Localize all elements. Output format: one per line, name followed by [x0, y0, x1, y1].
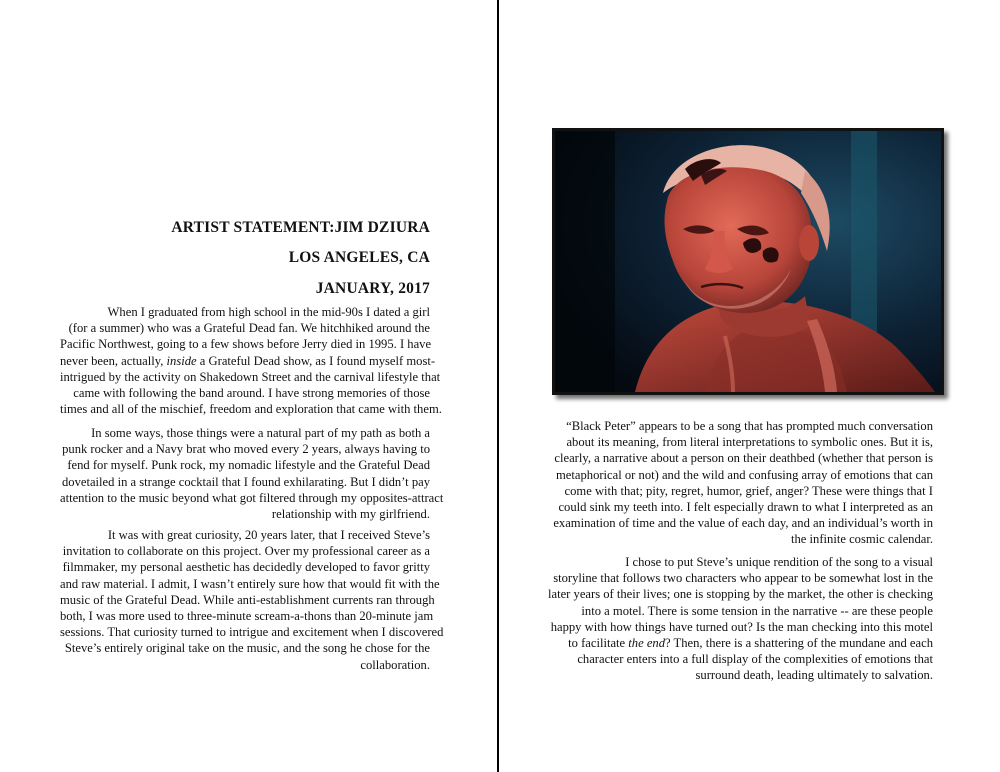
text-line: invitation to collaborate on this project. Over my professional career as a [62, 544, 430, 559]
italic-phrase: the end [628, 636, 666, 651]
text-line: clearly, a narrative about a person on their deathbed (whether that person is [554, 451, 933, 466]
text-line: come with that; pity, regret, humor, grief, anger? These were things that I [564, 483, 933, 498]
text-line: both, I was more used to three-minute scream-a-thons than 20-minute jam [60, 609, 434, 624]
text-line: surround death, leading ultimately to salvation. [695, 668, 933, 683]
text-line: and raw material. I admit, I wasn’t entirely sure how that would fit with the [60, 576, 440, 591]
text-line: dovetailed in a strange cocktail that I found exhilarating. But I didn’t pay [61, 474, 430, 489]
paragraph-3 [60, 527, 444, 673]
text-line: could sink my teeth into. I felt especially drawn to what I interpreted as an [558, 500, 933, 515]
right-paragraph-1 [548, 418, 933, 548]
text-line: into a motel. There is some tension in the narrative -- are these people [581, 603, 933, 618]
text-line: examination of time and the value of each day, and an individual’s worth in [553, 516, 933, 531]
text-line: storyline that follows two characters who appear to be somewhat lost in the [553, 571, 933, 586]
text-line: fend for myself. Punk rock, my nomadic lifestyle and the Grateful Dead [67, 458, 430, 473]
text-line: It was with great curiosity, 20 years later, that I received Steve’s [107, 528, 430, 542]
text-line: attention to the music beyond what got filtered through my opposites-attract [60, 490, 444, 505]
text-line: collaboration. [360, 657, 430, 672]
text-line: I chose to put Steve’s unique rendition of the song to a visual [625, 555, 933, 569]
text-line: punk rocker and a Navy brat who moved every 2 years, always having to [62, 442, 430, 457]
text-line: happy with how things have turned out? Is the man checking into this motel [550, 619, 933, 634]
text-line: sessions. That curiosity turned to intrigue and excitement when I discovered [60, 625, 444, 640]
text-segment: to facilitate [568, 636, 626, 651]
portrait-illustration [555, 131, 941, 392]
text-line: intrigued by the activity on Shakedown Street and the carnival lifestyle that [60, 369, 441, 384]
statement-location: LOS ANGELES, CA [288, 249, 430, 266]
text-line: In some ways, those things were a natural part of my path as both a [91, 426, 430, 440]
text-segment: ? Then, there is a shattering of the mundane and each [665, 636, 933, 651]
text-line: relationship with my girlfriend. [271, 507, 430, 522]
text-segment: a Grateful Dead show, as I found myself most- [199, 353, 436, 368]
paragraph-1 [60, 304, 442, 417]
text-line: came with following the band around. I have strong memories of those [73, 386, 430, 401]
text-line: “Black Peter” appears to be a song that has prompted much conversation [566, 419, 933, 433]
right-page [500, 0, 1000, 772]
text-line [548, 635, 933, 651]
text-line: music of the Grateful Dead. While anti-establishment currents ran through [60, 592, 435, 607]
text-line: filmmaker, my personal aesthetic has decidedly developed to favor gritty [62, 560, 430, 575]
italic-word: inside [166, 353, 197, 368]
text-line: about its meaning, from literal interpretations to symbolic ones. But it is, [566, 435, 933, 450]
text-line: character enters into a full display of the complexities of emotions that [577, 652, 933, 667]
text-line [60, 353, 436, 369]
text-line: Pacific Northwest, going to a few shows before Jerry died in 1995. I have [60, 337, 432, 352]
paragraph-2 [60, 425, 444, 522]
text-line: metaphorical or not) and the wild and confusing array of emotions that can [556, 467, 933, 482]
statement-date: JANUARY, 2017 [315, 280, 430, 297]
right-paragraph-2 [548, 554, 933, 684]
text-line: times and all of the mischief, freedom and exploration that came with them. [60, 402, 442, 417]
text-line: When I graduated from high school in the mid-90s I dated a girl [107, 305, 430, 319]
text-line: the infinite cosmic calendar. [791, 532, 933, 547]
portrait-photo [552, 128, 944, 395]
text-segment: never been, actually, [60, 353, 164, 368]
text-line: later years of their lives; one is stopping by the market, the other is checking [548, 587, 934, 602]
text-line: Steve’s entirely original take on the music, and the song he chose for the [64, 641, 430, 656]
left-page [0, 0, 499, 772]
statement-title: ARTIST STATEMENT:JIM DZIURA [171, 219, 430, 236]
text-line: (for a summer) who was a Grateful Dead fan. We hitchhiked around the [68, 321, 430, 336]
